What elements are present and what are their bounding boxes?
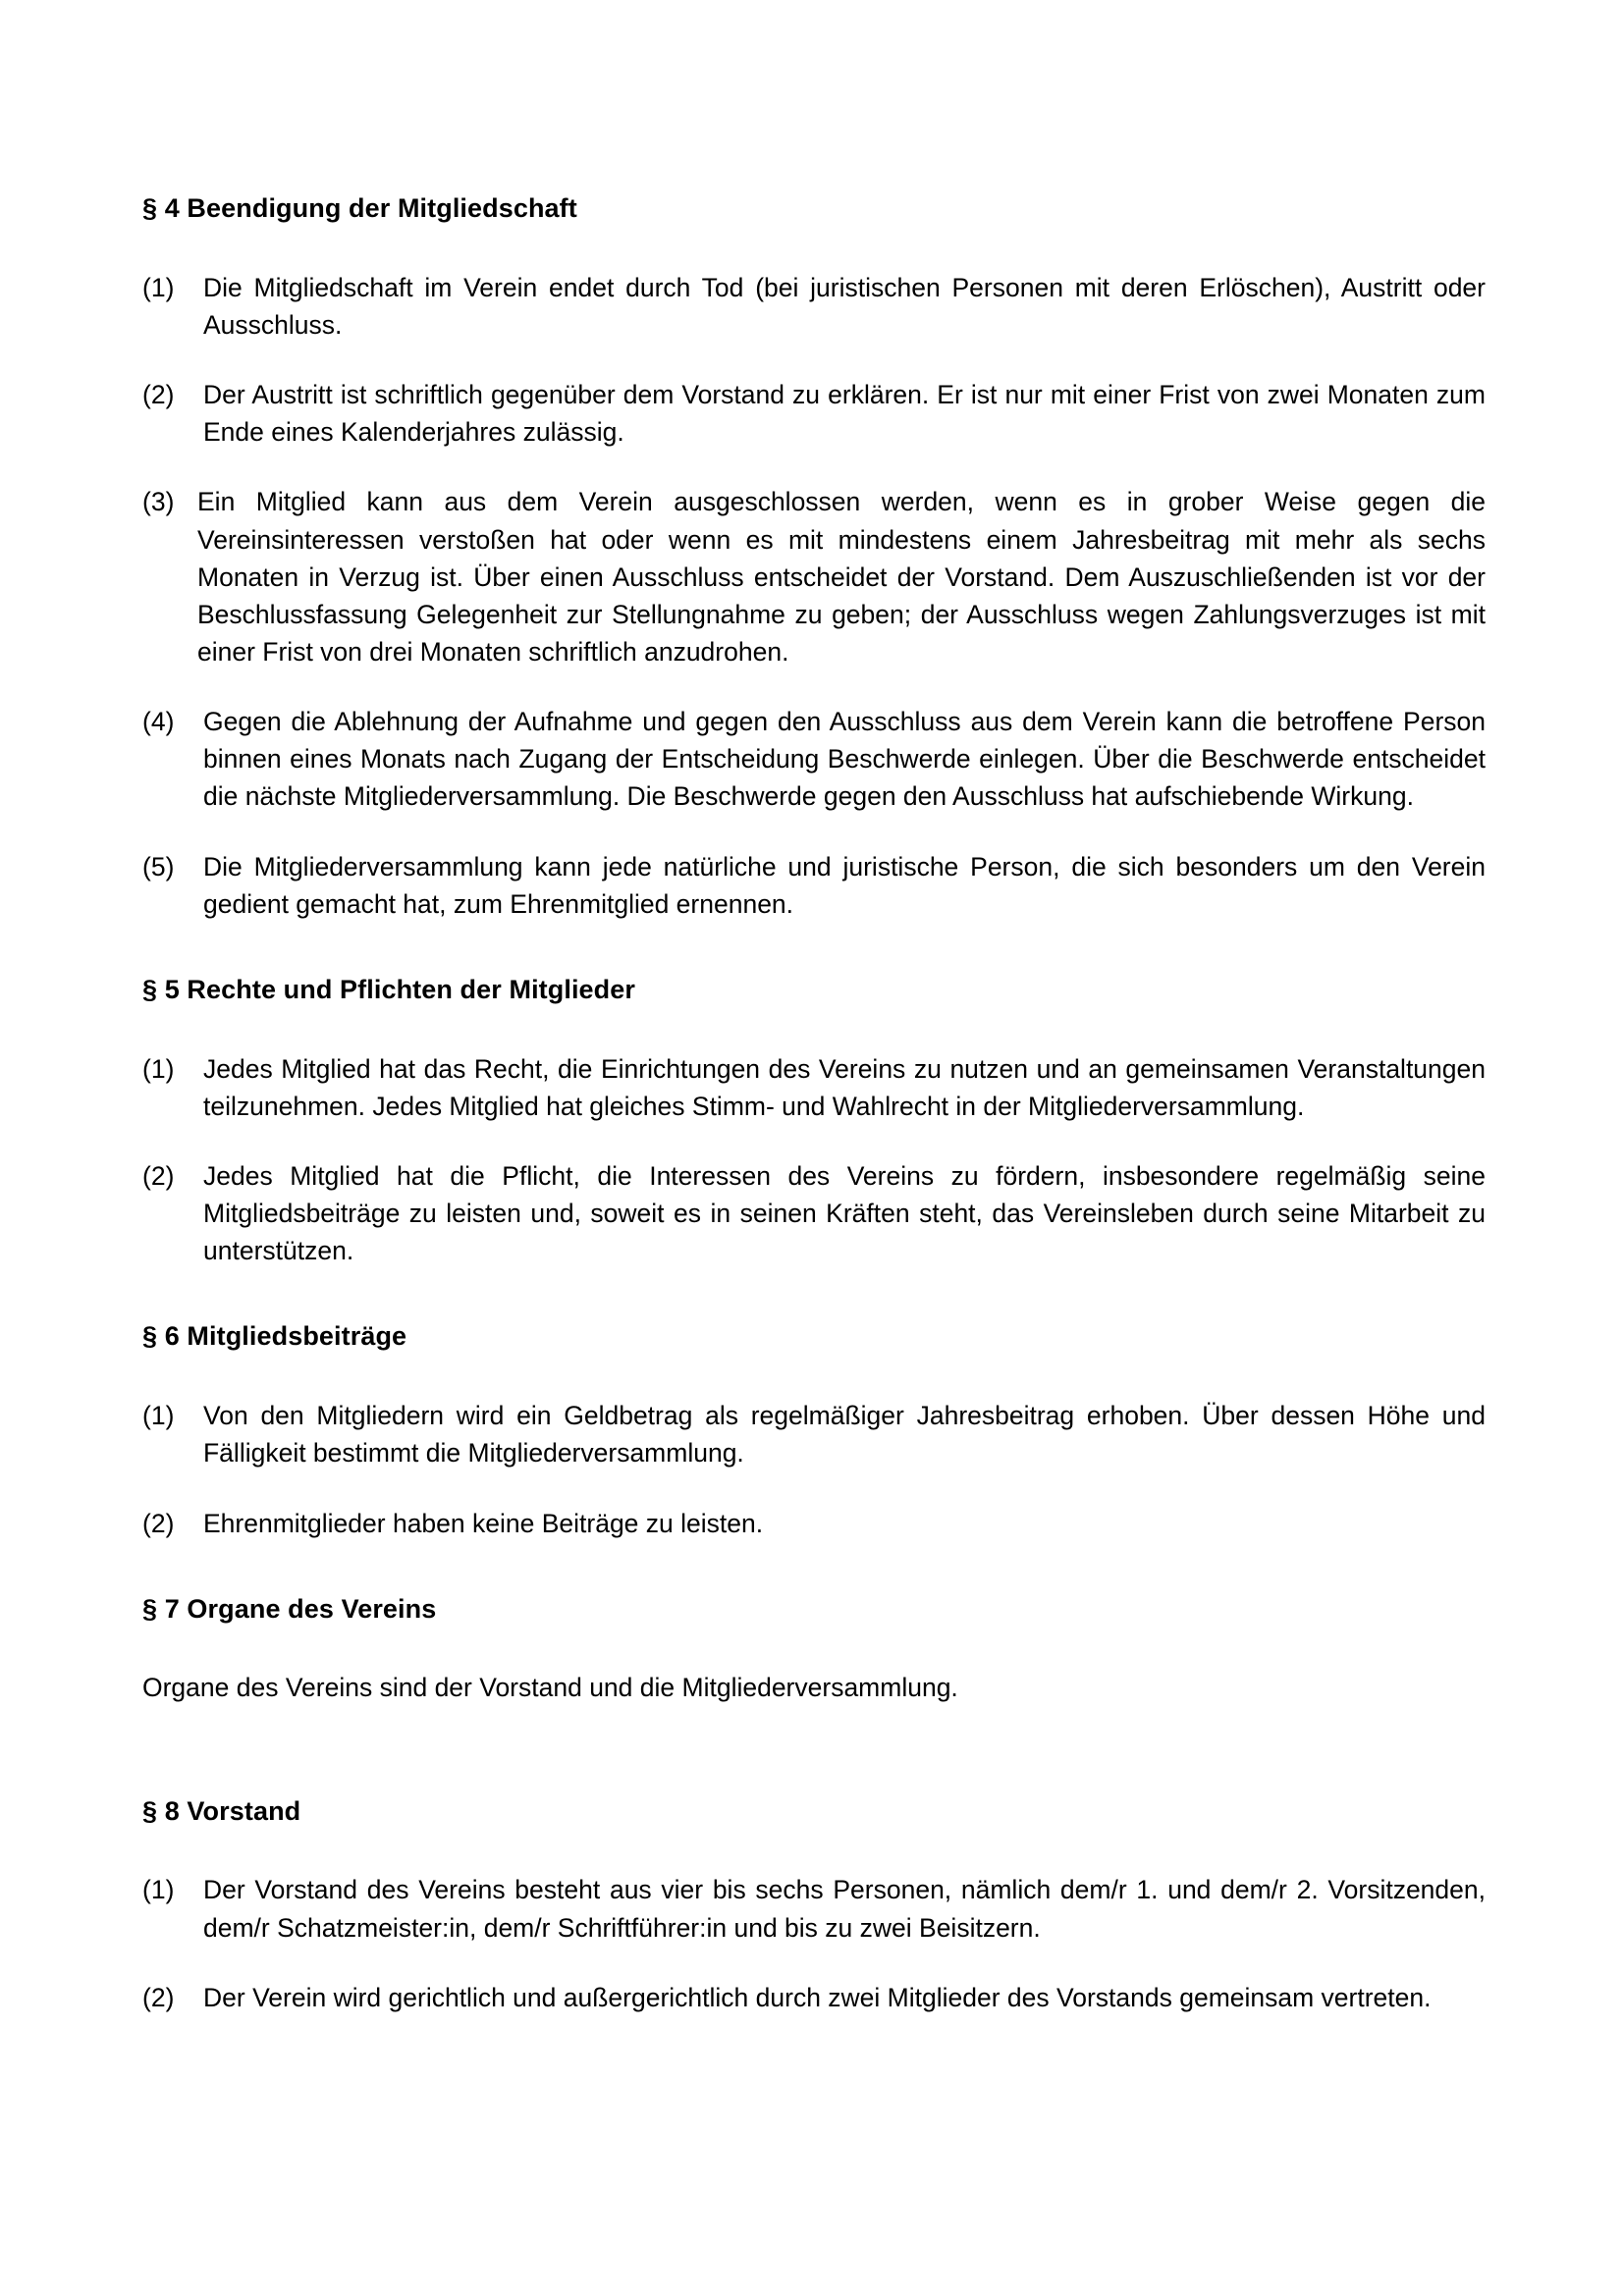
paragraph-marker: (1) [142,1053,175,1084]
paragraph-text: Von den Mitgliedern wird ein Geldbetrag als regelmäßiger Jahresbeitrag erhoben. Über dessen Höhe und Fälligkeit bestimmt die Mitgliederversammlung. [203,1401,1486,1468]
paragraph-text: Jedes Mitglied hat die Pflicht, die Interessen des Vereins zu fördern, insbesondere regelmäßig seine Mitgliedsbeiträge zu leisten und, soweit es in seinen Kräften steht, das Vereinsleben durch seine Mitarbeit zu unterstützen. [203,1161,1486,1266]
spacer [142,1828,1486,1871]
document-content [142,192,1486,2016]
paragraph-marker: (5) [142,851,175,881]
paragraph-marker: (2) [142,1161,175,1191]
paragraph-text: Ehrenmitglieder haben keine Beiträge zu leisten. [203,1508,764,1538]
paragraph-marker: (3) [142,487,175,517]
section-heading-7: § 7 Organe des Vereins [142,1593,437,1624]
paragraph-7-body: Organe des Vereins sind der Vorstand und die Mitgliederversammlung. [142,1673,958,1703]
spacer [142,226,1486,269]
paragraph-text: Der Austritt ist schriftlich gegenüber dem Vorstand zu erklären. Er ist nur mit einer Frist von zwei Monaten zum Ende eines Kalenderjahres zulässig. [203,380,1486,448]
spacer [142,1007,1486,1050]
paragraph-marker: (4) [142,707,175,737]
paragraph-4-5 [142,848,1486,923]
section-heading-8: § 8 Vorstand [142,1795,301,1826]
paragraph-4-1 [142,269,1486,344]
paragraph-marker: (2) [142,1982,175,2012]
paragraph-marker: (2) [142,380,175,410]
spacer [142,670,1486,703]
spacer [142,344,1486,376]
spacer [142,1125,1486,1157]
paragraph-text: Der Vorstand des Vereins besteht aus vier bis sechs Personen, nämlich dem/r 1. und dem/r 2. Vorsitzenden, dem/r Schatzmeister:in, dem/r Schriftführer:in und bis zu zwei Beisitzern. [203,1875,1486,1943]
spacer [142,1472,1486,1505]
spacer [142,1707,1486,1795]
spacer [142,816,1486,848]
paragraph-5-2 [142,1157,1486,1269]
paragraph-marker: (1) [142,1875,175,1905]
paragraph-text: Ein Mitglied kann aus dem Verein ausgeschlossen werden, wenn es in grober Weise gegen die Vereinsinteressen verstoßen hat oder wenn es mit mindestens einem Jahresbeitrag mit mehr als sechs Monaten in Verzug ist. Über einen Ausschluss entscheidet der Vorstand. Dem Auszuschließenden ist vor der Beschlussfassung Gelegenheit zur Stellungnahme zu geben; der Ausschluss wegen Zahlungsverzuges ist mit einer Frist von drei Monaten schriftlich anzudrohen. [197,487,1486,667]
paragraph-marker: (1) [142,1401,175,1431]
paragraph-text: Der Verein wird gerichtlich und außergerichtlich durch zwei Mitglieder des Vorstands gemeinsam vertreten. [203,1982,1432,2012]
paragraph-4-4 [142,703,1486,815]
spacer [142,451,1486,483]
section-heading-5: § 5 Rechte und Pflichten der Mitglieder [142,974,635,1004]
spacer [142,1542,1486,1593]
spacer [142,1354,1486,1397]
spacer [142,1626,1486,1669]
paragraph-text: Jedes Mitglied hat das Recht, die Einrichtungen des Vereins zu nutzen und an gemeinsamen Veranstaltungen teilzunehmen. Jedes Mitglied hat gleiches Stimm- und Wahlrecht in der Mitgliederversammlung. [203,1053,1486,1121]
paragraph-marker: (2) [142,1508,175,1538]
paragraph-4-2 [142,376,1486,451]
section-heading-4: § 4 Beendigung der Mitgliedschaft [142,193,577,223]
spacer [142,923,1486,974]
paragraph-8-1 [142,1871,1486,1946]
section-heading-6: § 6 Mitgliedsbeiträge [142,1321,407,1352]
paragraph-text: Die Mitgliedschaft im Verein endet durch Tod (bei juristischen Personen mit deren Erlöschen), Austritt oder Ausschluss. [203,272,1486,340]
paragraph-6-2 [142,1505,1486,1542]
paragraph-text: Die Mitgliederversammlung kann jede natürliche und juristische Person, die sich besonders um den Verein gedient gemacht hat, zum Ehrenmitglied ernennen. [203,851,1486,919]
spacer [142,1269,1486,1320]
paragraph-marker: (1) [142,272,175,302]
paragraph-text: Gegen die Ablehnung der Aufnahme und gegen den Ausschluss aus dem Verein kann die betroffene Person binnen eines Monats nach Zugang der Entscheidung Beschwerde einlegen. Über die Beschwerde entscheidet die nächste Mitgliederversammlung. Die Beschwerde gegen den Ausschluss hat aufschiebende Wirkung. [203,707,1486,812]
paragraph-4-3 [142,483,1486,670]
paragraph-6-1 [142,1397,1486,1471]
spacer [142,1947,1486,1979]
paragraph-5-1 [142,1050,1486,1125]
paragraph-8-2 [142,1979,1486,2016]
